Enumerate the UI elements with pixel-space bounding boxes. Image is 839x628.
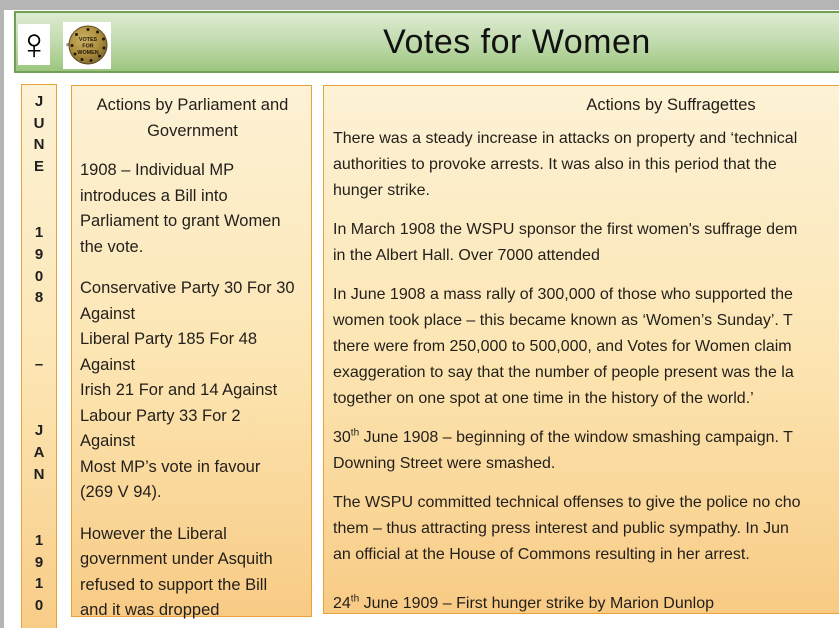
slide-title: Votes for Women (383, 22, 651, 61)
timeline-letter: N (33, 136, 45, 154)
text-line: 1908 – Individual MP (80, 161, 235, 179)
text-line: Against (80, 304, 136, 323)
text-line: 30th June 1908 – beginning of the window smashing campaign. T (333, 427, 793, 446)
text-line: Downing Street were smashed. (333, 455, 556, 472)
text-line: them – thus attracting press interest and public sympathy. In Jun (333, 520, 789, 537)
text-line: together on one spot at one time in the history of the world.’ (333, 390, 754, 407)
female-symbol-box (18, 24, 50, 65)
text-line: hunger strike. (333, 182, 430, 199)
text-line: there were from 250,000 to 500,000, and Votes for Women claim (333, 338, 792, 355)
text-line: Parliament to grant Women (80, 212, 281, 230)
paragraph (333, 282, 839, 412)
text-line: 24th June 1909 – First hunger strike by Marion Dunlop (333, 593, 714, 612)
text-line: in the Albert Hall. Over 7000 attended (333, 247, 600, 264)
timeline-letter: U (33, 114, 45, 132)
text-line: and it was dropped (80, 601, 220, 619)
text-line: government under Asquith (80, 550, 273, 568)
text-line: the vote. (80, 237, 144, 256)
votes-badge-box (63, 22, 111, 69)
timeline-letter: 0 (34, 596, 44, 614)
female-symbol-icon: ♀ (18, 24, 50, 65)
text-line: women took place – this became known as ‘Women’s Sunday’. T (333, 312, 793, 329)
timeline-letter: A (33, 443, 45, 461)
timeline-letter: E (33, 157, 44, 175)
parliament-title (80, 93, 305, 144)
parliament-box[interactable] (71, 85, 312, 617)
timeline-gap (22, 485, 56, 530)
votes-for-women-badge-icon (64, 23, 110, 68)
timeline-letter: J (34, 422, 44, 440)
paragraph (333, 591, 839, 617)
text-line: (269 V 94). (80, 483, 162, 501)
suffragettes-box[interactable] (323, 85, 839, 614)
badge-text-for: FOR (82, 43, 94, 50)
text-line: However the Liberal (80, 524, 227, 543)
timeline-box[interactable] (21, 84, 57, 628)
text-line: Most MP’s vote in favour (80, 457, 261, 476)
text-line: Irish 21 For and 14 Against (80, 381, 278, 399)
text-line: Labour Party 33 For 2 (80, 406, 241, 425)
text-line: In March 1908 the WSPU sponsor the first women's suffrage dem (333, 221, 798, 238)
timeline-letter: 1 (34, 224, 44, 242)
text-line: refused to support the Bill (80, 575, 268, 594)
suffragettes-body (333, 126, 839, 617)
parliament-body (80, 158, 305, 624)
timeline-letter: N (33, 465, 45, 483)
timeline-letter: J (34, 93, 44, 110)
canvas-margin-top (0, 0, 839, 10)
badge-text-votes: VOTES (78, 37, 98, 43)
paragraph (80, 276, 305, 506)
text-line: The WSPU committed technical offenses to give the police no cho (333, 494, 801, 511)
timeline-gap (22, 309, 56, 354)
text-line: Against (80, 432, 136, 450)
timeline-letter: 1 (34, 532, 44, 550)
timeline-letters (22, 85, 56, 617)
text-line: Actions by Parliament and (96, 96, 289, 114)
timeline-letter: 1 (34, 575, 44, 593)
text-line: Against (80, 355, 136, 374)
timeline-gap (22, 375, 56, 420)
canvas-margin-left (0, 0, 4, 628)
timeline-gap (22, 177, 56, 222)
timeline-letter: – (34, 355, 44, 373)
paragraph (333, 425, 839, 477)
badge-text-women: WOMEN (77, 50, 99, 56)
paragraph (333, 217, 839, 269)
paragraph (333, 490, 839, 568)
title-banner[interactable] (14, 11, 839, 73)
text-line: In June 1908 a mass rally of 300,000 of those who supported the (333, 286, 793, 303)
text-line: Conservative Party 30 For 30 (80, 279, 295, 297)
timeline-letter: 8 (34, 289, 44, 307)
text-line: authorities to provoke arrests. It was also in this period that the (333, 156, 777, 173)
text-line: an official at the House of Commons resulting in her arrest. (333, 546, 750, 563)
paragraph (80, 158, 305, 260)
text-line: There was a steady increase in attacks on property and ‘technical (333, 130, 798, 147)
text-line: introduces a Bill into (80, 186, 228, 205)
timeline-letter: 9 (34, 245, 44, 263)
text-line: exaggeration to say that the number of people present was the la (333, 364, 794, 381)
text-line: Government (147, 121, 238, 140)
suffragettes-title: Actions by Suffragettes (586, 96, 756, 114)
timeline-letter: 0 (34, 267, 44, 285)
timeline-letter: 9 (34, 553, 44, 571)
paragraph (333, 126, 839, 204)
text-line: Liberal Party 185 For 48 (80, 330, 258, 348)
paragraph (80, 522, 305, 624)
